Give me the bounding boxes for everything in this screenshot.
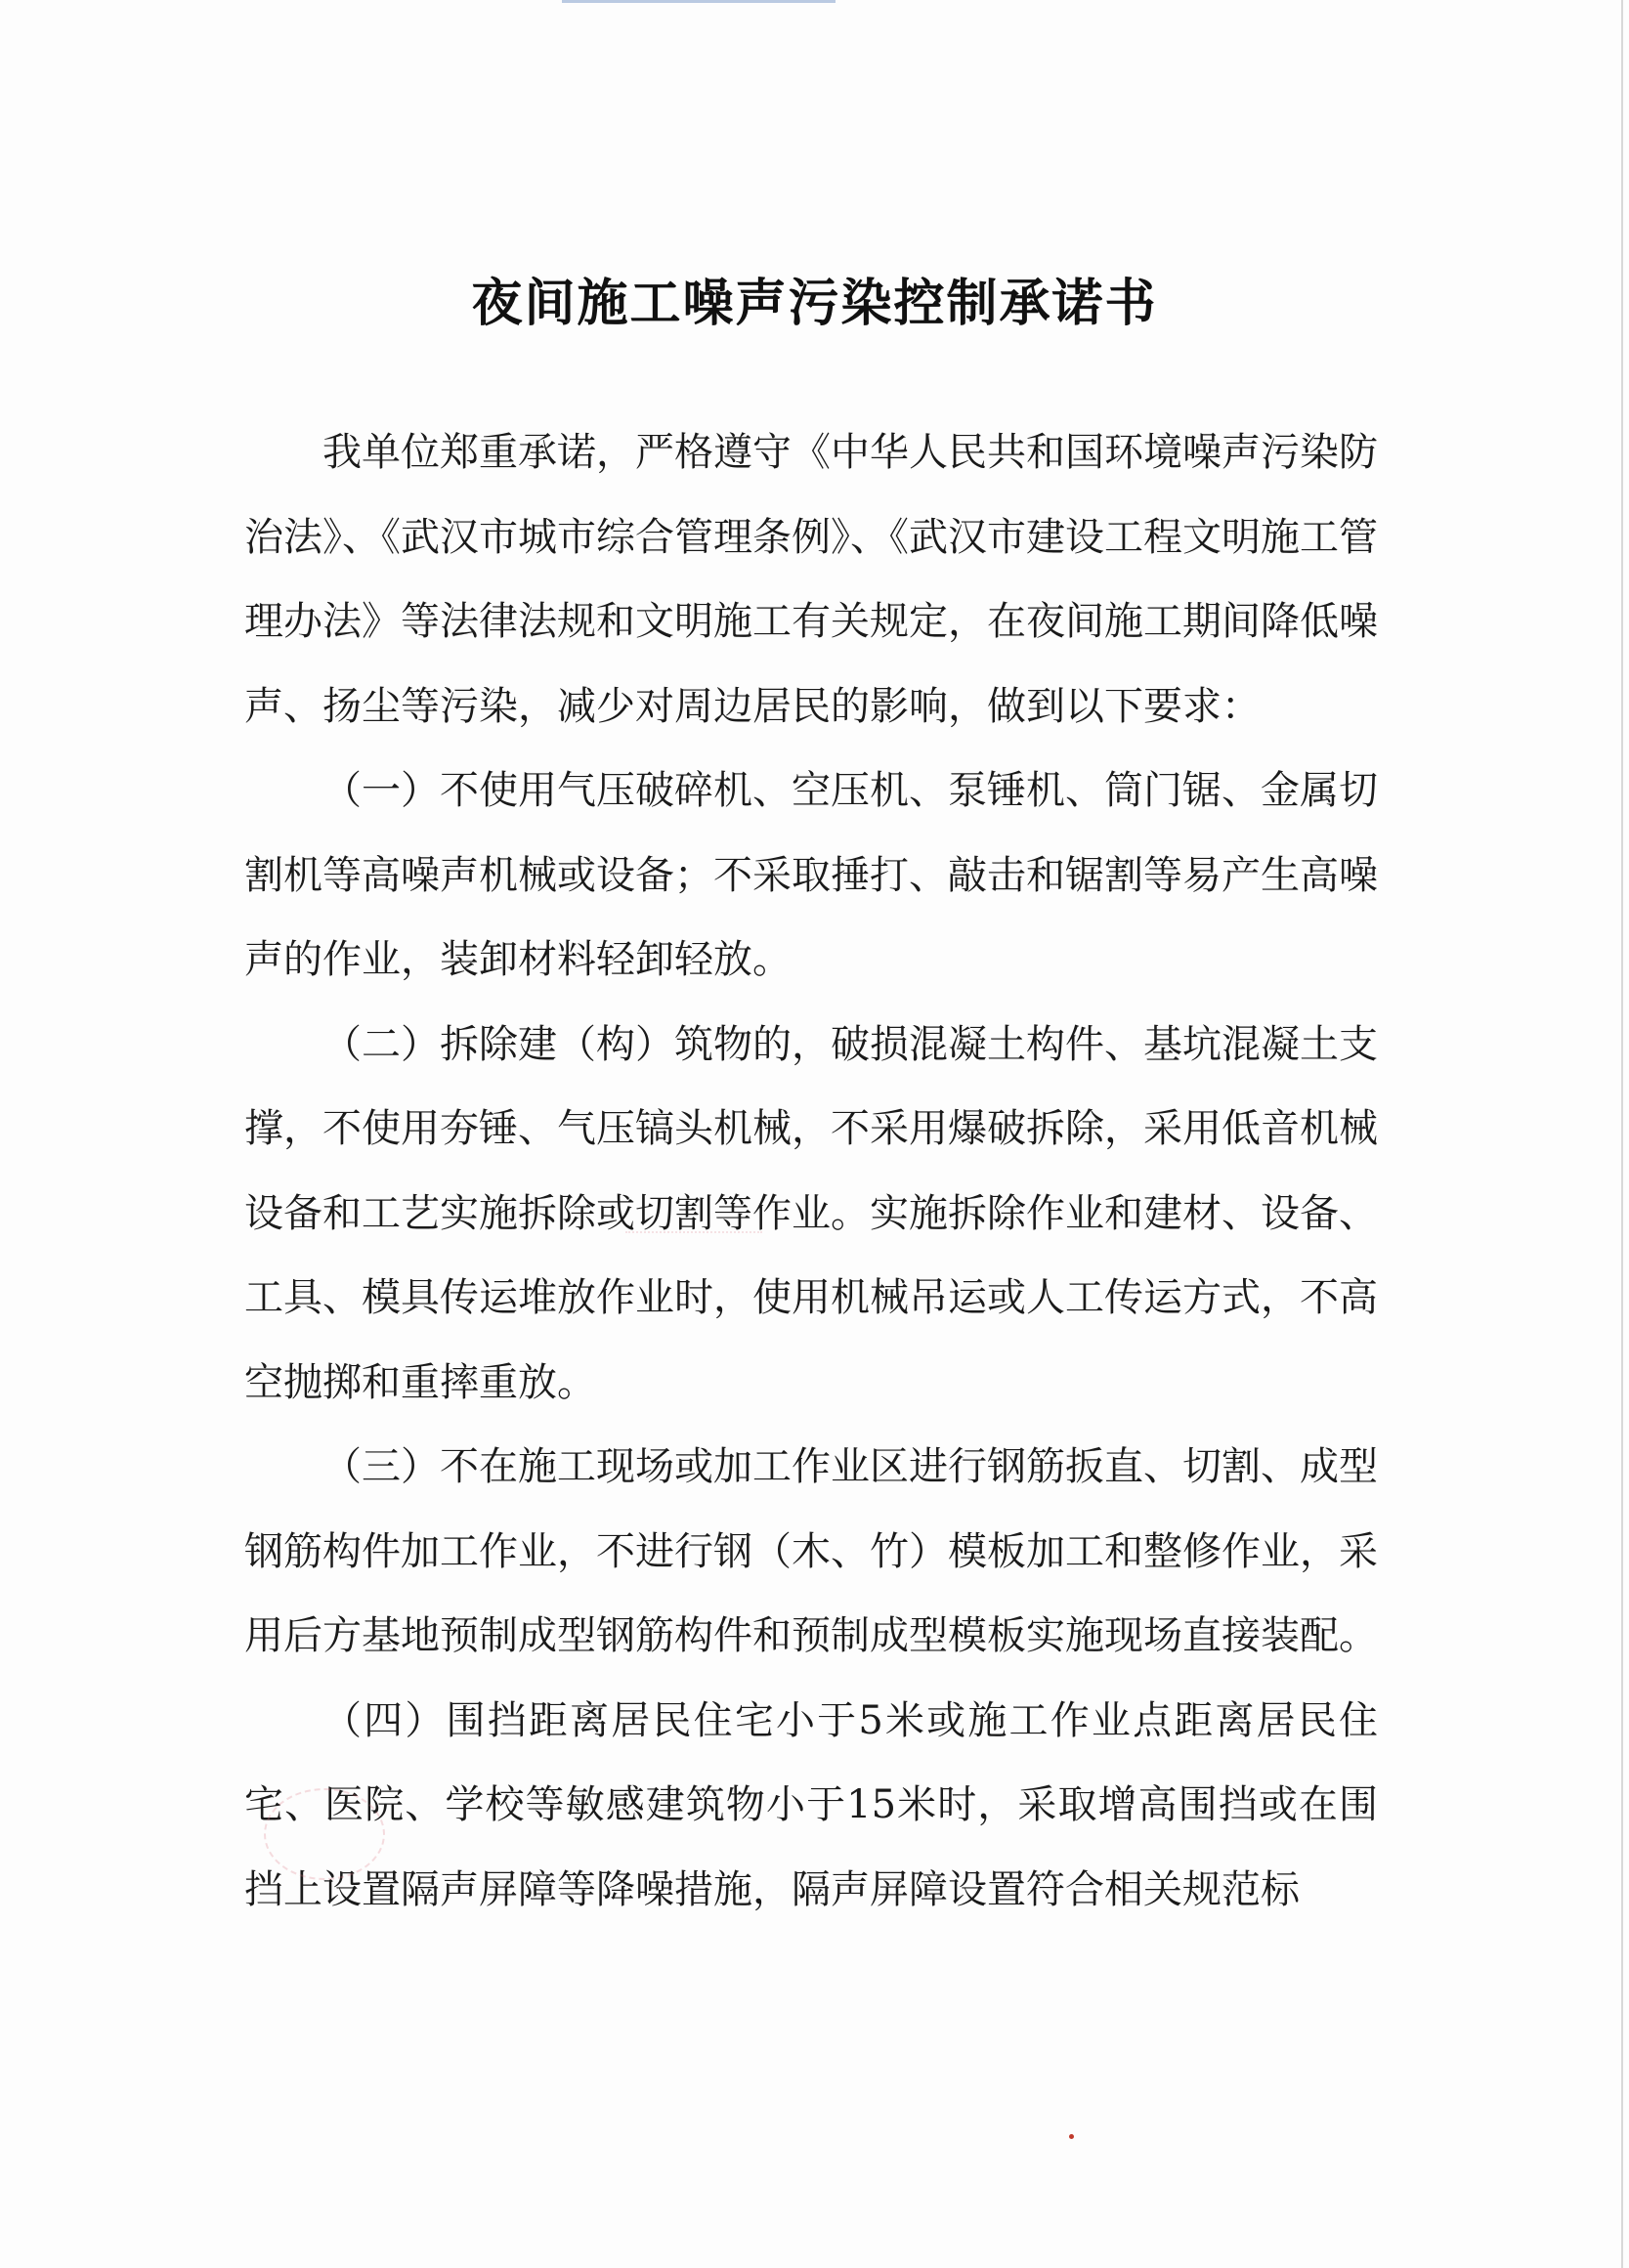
faint-stamp-trace <box>625 1231 762 1272</box>
document-body <box>244 410 1378 1932</box>
paragraph-intro: 我单位郑重承诺，严格遵守《中华人民共和国环境噪声污染防治法》、《武汉市城市综合管理条例》、《武汉市建设工程文明施工管理办法》等法律法规和文明施工有关规定，在夜间施工期间降低噪声、扬尘等污染，减少对周边居民的影响，做到以下要求： <box>244 430 1378 729</box>
scan-edge-shadow <box>1621 0 1623 2268</box>
paragraph-item-4: （四）围挡距离居民住宅小于5米或施工作业点距离居民住宅、医院、学校等敏感建筑物小于15米时，采取增高围挡或在围挡上设置隔声屏障等降噪措施，隔声屏障设置符合相关规范标 <box>244 1697 1378 1912</box>
document-title: 夜间施工噪声污染控制承诺书 <box>471 275 1158 333</box>
scan-edge-mark <box>562 0 836 3</box>
paragraph-item-3: （三）不在施工现场或加工作业区进行钢筋扳直、切割、成型钢筋构件加工作业，不进行钢（木、竹）模板加工和整修作业，采用后方基地预制成型钢筋构件和预制成型模板实施现场直接装配。 <box>244 1444 1378 1658</box>
faint-stamp-mark <box>264 1788 385 1880</box>
paragraph-item-1: （一）不使用气压破碎机、空压机、泵锤机、筒门锯、金属切割机等高噪声机械或设备；不采取捶打、敲击和锯割等易产生高噪声的作业，装卸材料轻卸轻放。 <box>244 768 1378 982</box>
paragraph-item-2: （二）拆除建（构）筑物的，破损混凝土构件、基坑混凝土支撑，不使用夯锤、气压镐头机械，不采用爆破拆除，采用低音机械设备和工艺实施拆除或切割等作业。实施拆除作业和建材、设备、工具、模具传运堆放作业时，使用机械吊运或人工传运方式，不高空抛掷和重摔重放。 <box>244 1021 1378 1405</box>
red-ink-dot <box>1069 2134 1074 2139</box>
